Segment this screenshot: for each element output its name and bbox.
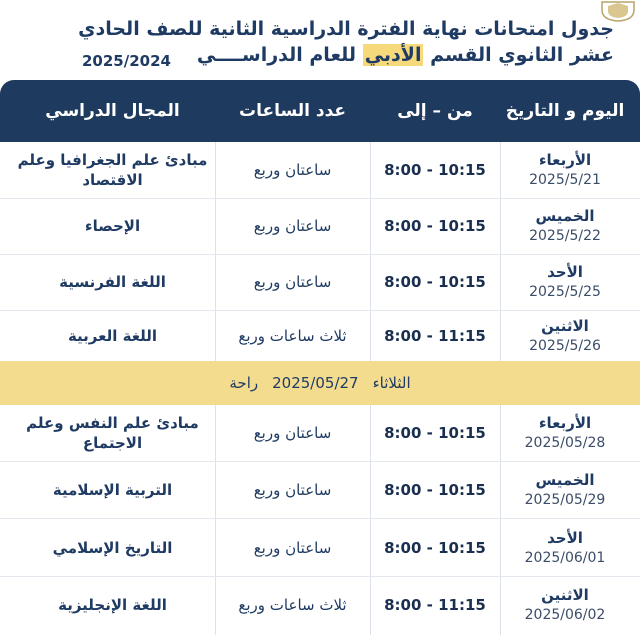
day-name: الأحد: [547, 263, 583, 281]
table-row: [0, 462, 640, 519]
day-date: 2025/5/22: [529, 228, 601, 244]
time-cell: 8:00 - 10:15: [384, 481, 486, 499]
rest-day-band: [0, 361, 640, 405]
day-cell: [500, 405, 630, 461]
day-name: الاثنين: [541, 586, 589, 604]
table-row: [0, 254, 640, 311]
day-cell: [500, 310, 630, 361]
time-cell: 8:00 - 10:15: [384, 273, 486, 291]
subject-cell: اللغة العربية: [67, 326, 158, 345]
day-cell: [500, 198, 630, 254]
exam-table: [0, 80, 640, 635]
day-cell: [500, 142, 630, 198]
day-date: 2025/5/26: [529, 337, 601, 354]
title-line-2-end: للعام الدراســــي: [196, 44, 363, 66]
title-highlight: الأدبي: [364, 44, 422, 66]
hours-cell: ساعتان وربع: [253, 539, 332, 557]
subject-cell: الإحصاء: [84, 217, 141, 235]
day-cell: [500, 520, 630, 576]
subject-cell: مبادئ علم الجغرافيا وعلم الاقتصاد: [17, 151, 208, 189]
day-name: الخميس: [535, 207, 595, 225]
day-name: الاثنين: [541, 316, 589, 335]
header-subject: المجال الدراسي: [45, 101, 180, 121]
table-row: [0, 520, 640, 577]
time-cell: 8:00 - 11:15: [384, 326, 486, 345]
header-hours: عدد الساعات: [238, 101, 347, 121]
time-cell: 8:00 - 10:15: [384, 424, 486, 442]
title-block: [0, 0, 640, 80]
table-row: [0, 310, 640, 361]
subject-cell: التربية الإسلامية: [52, 481, 173, 499]
rest-label: راحة: [229, 374, 259, 392]
hours-cell: ساعتان وربع: [253, 481, 332, 499]
title-line-2-start: عشر الثانوي القسم: [423, 44, 614, 66]
time-cell: 8:00 - 10:15: [384, 539, 486, 557]
day-date: 2025/5/25: [529, 284, 601, 300]
day-cell: [500, 254, 630, 310]
day-date: 2025/05/28: [524, 435, 606, 451]
subject-cell: اللغة الإنجليزية: [58, 596, 167, 614]
hours-cell: ثلاث ساعات وربع: [238, 596, 347, 614]
table-row: [0, 577, 640, 633]
rest-date: 2025/05/27: [272, 374, 359, 392]
header-day: اليوم و التاريخ: [505, 101, 625, 121]
table-row: [0, 142, 640, 199]
rest-day-name: الثلاثاء: [372, 374, 411, 392]
title-year: 2025/2024: [82, 52, 171, 70]
title-line-1: جدول امتحانات نهاية الفترة الدراسية الثانية للصف الحادي: [78, 18, 614, 40]
day-date: 2025/06/02: [524, 607, 606, 623]
day-name: الأربعاء: [538, 151, 592, 169]
day-cell: [500, 577, 630, 633]
time-cell: 8:00 - 11:15: [384, 596, 486, 614]
day-name: الأحد: [547, 529, 583, 547]
table-row: [0, 405, 640, 462]
header-time: من – إلى: [397, 101, 473, 121]
day-name: الأربعاء: [538, 414, 592, 432]
subject-cell: التاريخ الإسلامي: [52, 539, 173, 557]
hours-cell: ساعتان وربع: [253, 217, 332, 235]
hours-cell: ثلاث ساعات وربع: [238, 326, 347, 345]
day-date: 2025/5/21: [529, 172, 601, 188]
time-cell: 8:00 - 10:15: [384, 217, 486, 235]
title-line-2: [197, 44, 614, 66]
table-row: [0, 198, 640, 255]
table-header: [0, 80, 640, 142]
day-date: 2025/06/01: [524, 550, 606, 566]
hours-cell: ساعتان وربع: [253, 161, 332, 179]
hours-cell: ساعتان وربع: [253, 424, 332, 442]
subject-cell: مبادئ علم النفس وعلم الاجتماع: [26, 414, 199, 452]
subject-cell: اللغة الفرنسية: [59, 273, 166, 291]
time-cell: 8:00 - 10:15: [384, 161, 486, 179]
day-name: الخميس: [535, 471, 595, 489]
day-date: 2025/05/29: [524, 492, 606, 508]
day-cell: [500, 462, 630, 518]
hours-cell: ساعتان وربع: [253, 273, 332, 291]
